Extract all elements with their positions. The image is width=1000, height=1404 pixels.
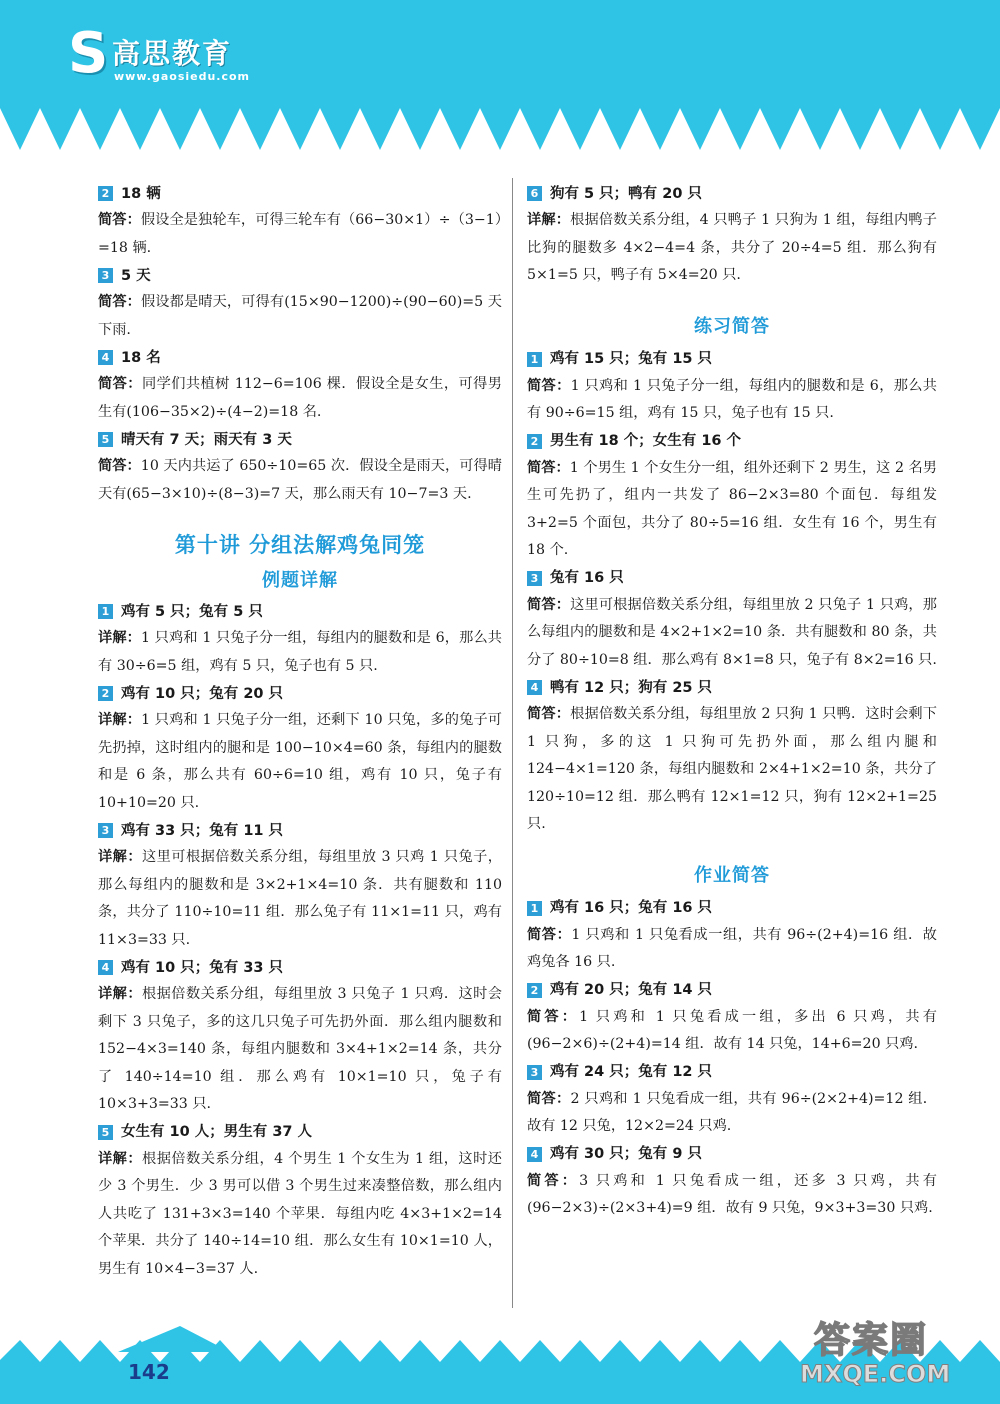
answer-heading [527, 180, 937, 207]
header-zigzag [0, 78, 1000, 150]
answer-heading [527, 1059, 937, 1086]
practice-answers [527, 346, 937, 839]
question-number: 1 [527, 901, 542, 916]
answer-label: 简答： [527, 926, 572, 943]
answer-text: 1 只鸡和 1 只兔子分一组，还剩下 10 只兔，多的兔子可先扔掉，这时组内的腿和是 100−10×4=60 条，每组内的腿数和是 6 条，那么共有 60÷6=10 组，鸡有 10 只，兔子有 10+10=20 只. [98, 712, 502, 811]
answer-label: 详解： [98, 849, 142, 865]
answer-item [527, 895, 937, 977]
lecture-title: 第十讲 分组法解鸡兔同笼 [174, 533, 426, 557]
answer-heading [527, 565, 937, 592]
answer-heading [98, 180, 502, 207]
answer-label: 简答： [527, 706, 571, 722]
answer-result: 鸡有 10 只；兔有 33 只 [121, 959, 284, 976]
section-title-practice: 练习简答 [694, 315, 770, 337]
answer-explanation [527, 1168, 937, 1223]
answer-result: 鸡有 10 只；兔有 20 只 [121, 685, 284, 702]
answer-result: 5 天 [121, 267, 151, 284]
answer-text: 根据倍数关系分组，每组里放 2 只狗 1 只鸭．这时会剩下 1 只狗，多的这 1 只狗可先扔外面，那么组内腿和 124−4×1=120 条，每组内腿数和 2×4+1×2=10 条，共分了 120÷10=12 组．那么鸭有 12×1=12 只，狗有 12×2+1=25 只. [527, 706, 937, 832]
answer-explanation [98, 844, 502, 954]
answer-heading [527, 977, 937, 1004]
answer-label: 简答： [527, 1172, 580, 1189]
answer-label: 详解： [98, 630, 141, 646]
answer-text: 这里可根据倍数关系分组，每组里放 2 只兔子 1 只鸡，那么每组内的腿数和是 4×2+1×2=10 条．共有腿数和 80 条，共分了 80÷10=8 组．那么鸡有 8×1=8 只，兔子有 8×2=16 只. [527, 596, 937, 668]
answer-result: 鸡有 15 只；兔有 15 只 [550, 351, 713, 367]
answer-result: 鸡有 30 只；兔有 9 只 [550, 1146, 702, 1162]
answer-item [527, 565, 937, 675]
answer-item [527, 346, 937, 428]
question-number: 2 [527, 434, 542, 449]
answer-item [527, 180, 937, 290]
answer-label: 详解： [527, 212, 571, 228]
answer-text: 1 只鸡和 1 只兔子分一组，每组内的腿数和是 6，那么共有 90÷6=15 组，鸡有 15 只，兔子也有 15 只. [527, 377, 937, 421]
answer-label: 详解： [98, 986, 142, 1002]
answer-heading [98, 344, 502, 371]
answer-label: 简答： [98, 376, 142, 392]
right-column [527, 180, 937, 1223]
answer-heading [527, 895, 937, 922]
question-number: 3 [527, 1065, 542, 1080]
answer-result: 鸭有 12 只；狗有 25 只 [550, 679, 713, 696]
question-number: 1 [527, 352, 542, 367]
answer-text: 假设都是晴天，可得有(15×90−1200)÷(90−60)=5 天下雨. [98, 294, 502, 338]
homework-answers [527, 895, 937, 1223]
answer-item [98, 426, 502, 508]
answer-result: 兔有 16 只 [550, 570, 624, 586]
section-title-examples: 例题详解 [262, 570, 338, 591]
answer-explanation [527, 1086, 937, 1141]
question-number: 2 [527, 983, 542, 998]
answer-label: 简答： [527, 459, 570, 476]
right-pre-answers [527, 180, 937, 290]
answer-label: 简答： [98, 458, 141, 474]
answer-explanation [527, 922, 937, 977]
question-number: 3 [98, 823, 113, 838]
section-title-homework: 作业简答 [694, 864, 770, 886]
answer-item [527, 428, 937, 565]
answer-text: 1 个男生 1 个女生分一组，组外还剩下 2 男生，这 2 名男生可先扔了，组内一共发了 86−2×3=80 个面包．每组发 3+2=5 个面包，共分了 80÷5=16 组．女生有 16 个，男生有 18 个. [527, 459, 937, 558]
answer-result: 狗有 5 只；鸭有 20 只 [550, 185, 702, 202]
answer-heading [527, 1141, 937, 1168]
answer-explanation [527, 592, 937, 675]
answer-label: 详解： [98, 1150, 143, 1167]
answer-text: 3 只鸡和 1 只兔看成一组，还多 3 只鸡，共有(96−2×3)÷(2×3+4)=9 组．故有 9 只兔，9×3+3=30 只鸡. [527, 1172, 937, 1216]
answer-item [98, 262, 502, 344]
answer-label: 简答： [527, 596, 571, 613]
answer-result: 女生有 10 人；男生有 37 人 [121, 1124, 313, 1140]
answer-heading [98, 680, 502, 707]
answer-item [98, 180, 502, 262]
question-number: 1 [98, 604, 113, 619]
answer-explanation [98, 289, 502, 344]
answer-item [527, 1059, 937, 1141]
answer-text: 假设全是独轮车，可得三轮车有（66−30×1）÷（3−1）=18 辆. [98, 212, 502, 256]
left-pre-answers [98, 180, 502, 508]
answer-heading [527, 428, 937, 455]
page-number: 142 [128, 1360, 170, 1384]
answer-explanation [98, 707, 502, 817]
brand-url: www.gaosiedu.com [114, 70, 251, 83]
answer-explanation [527, 1004, 937, 1059]
answer-item [527, 1141, 937, 1223]
answer-heading [527, 346, 937, 373]
question-number: 2 [98, 186, 113, 201]
brand-name: 高思教育 [112, 37, 233, 70]
answer-item [527, 977, 937, 1059]
left-column [98, 180, 502, 1283]
watermark-url: MXQE.COM [800, 1360, 951, 1388]
answer-result: 18 名 [121, 349, 161, 366]
answer-heading [98, 426, 502, 453]
answer-text: 这里可根据倍数关系分组，每组里放 3 只鸡 1 只兔子，那么每组内的腿数和是 3×2+1×4=10 条．共有腿数和 110 条，共分了 110÷10=11 组．那么兔子有 11×1=11 只，鸡有 11×3=33 只. [98, 849, 502, 948]
answer-explanation [98, 453, 502, 508]
question-number: 2 [98, 686, 113, 701]
answer-item [527, 674, 937, 839]
question-number: 6 [527, 186, 542, 201]
answer-heading [98, 262, 502, 289]
watermark-chars: 答案圈 [814, 1320, 929, 1361]
question-number: 4 [527, 1147, 542, 1162]
answer-result: 鸡有 33 只；兔有 11 只 [121, 822, 284, 839]
column-divider [512, 178, 513, 1308]
answer-label: 简答： [527, 1090, 571, 1107]
answer-result: 鸡有 16 只；兔有 16 只 [550, 900, 713, 916]
answer-text: 根据倍数关系分组，每组里放 3 只兔子 1 只鸡．这时会剩下 3 只兔子，多的这几只兔子可先扔外面．那么组内腿数和 152−4×3=140 条，每组内腿数和 3×4+1×2=14 条，共分了 140÷14=10 组．那么鸡有 10×1=10 只，兔子有 10×3+3=33 只. [98, 986, 502, 1112]
answer-heading [98, 817, 502, 844]
answer-result: 晴天有 7 天；雨天有 3 天 [121, 431, 292, 448]
answer-result: 鸡有 20 只；兔有 14 只 [550, 982, 713, 998]
example-answers [98, 598, 502, 1283]
question-number: 3 [98, 268, 113, 283]
answer-explanation [98, 371, 502, 426]
watermark [800, 1312, 1000, 1400]
question-number: 4 [98, 960, 113, 975]
answer-text: 根据倍数关系分组，4 只鸭子 1 只狗为 1 组，每组内鸭子比狗的腿数多 4×2−4=4 条，共分了 20÷4=5 组．那么狗有 5×1=5 只，鸭子有 5×4=20 只. [527, 212, 937, 283]
answer-explanation [527, 701, 937, 839]
question-number: 5 [98, 432, 113, 447]
answer-result: 鸡有 5 只；兔有 5 只 [121, 603, 263, 620]
answer-text: 1 只鸡和 1 只兔看成一组，共有 96÷(2+4)=16 组．故鸡兔各 16 只. [527, 926, 937, 970]
answer-explanation [98, 625, 502, 680]
question-number: 4 [527, 680, 542, 695]
logo-mark: S [68, 21, 109, 86]
answer-label: 简答： [98, 212, 141, 228]
answer-label: 简答： [527, 1008, 580, 1025]
answer-item [98, 598, 502, 680]
question-number: 3 [527, 571, 542, 586]
answer-result: 18 辆 [121, 185, 161, 202]
answer-result: 男生有 18 个；女生有 16 个 [550, 433, 742, 449]
question-number: 4 [98, 350, 113, 365]
answer-explanation [527, 373, 937, 428]
page-header [0, 0, 1000, 150]
answer-item [98, 344, 502, 426]
answer-result: 鸡有 24 只；兔有 12 只 [550, 1064, 713, 1080]
brand-logo [68, 21, 368, 86]
answer-explanation [98, 1146, 502, 1284]
answer-label: 详解： [98, 712, 142, 728]
answer-heading [98, 1119, 502, 1146]
answer-item [98, 817, 502, 954]
answer-text: 1 只鸡和 1 只兔子分一组，每组内的腿数和是 6，那么共有 30÷6=5 组，鸡有 5 只，兔子也有 5 只. [98, 630, 502, 674]
answer-text: 根据倍数关系分组，4 个男生 1 个女生为 1 组，这时还少 3 个男生．少 3 男可以借 3 个男生过来凑整倍数，那么组内人共吃了 131+3×3=140 个苹果．每组内吃 4×3+1×2=14 个苹果．共分了 140÷14=10 组．那么女生有 10×1=10 人，男生有 10×4−3=37 人. [98, 1150, 502, 1277]
answer-text: 10 天内共运了 650÷10=65 次．假设全是雨天，可得晴天有(65−3×10)÷(8−3)=7 天，那么雨天有 10−7=3 天. [98, 458, 502, 502]
answer-explanation [527, 455, 937, 565]
answer-text: 1 只鸡和 1 只兔看成一组，多出 6 只鸡，共有(96−2×6)÷(2+4)=14 组．故有 14 只兔，14+6=20 只鸡. [527, 1008, 937, 1052]
answer-heading [98, 598, 502, 625]
answer-explanation [527, 207, 937, 290]
answer-label: 简答： [98, 294, 141, 310]
answer-explanation [98, 207, 502, 262]
question-number: 5 [98, 1125, 113, 1140]
answer-label: 简答： [527, 377, 571, 394]
answer-text: 同学们共植树 112−6=106 棵．假设全是女生，可得男生有(106−35×2)÷(4−2)=18 名. [98, 376, 502, 420]
answer-heading [98, 954, 502, 981]
answer-text: 2 只鸡和 1 只兔看成一组，共有 96÷(2×2+4)=12 组．故有 12 只兔，12×2=24 只鸡. [527, 1090, 937, 1134]
answer-heading [527, 674, 937, 701]
answer-item [98, 1119, 502, 1284]
answer-item [98, 954, 502, 1119]
answer-explanation [98, 981, 502, 1119]
answer-item [98, 680, 502, 817]
